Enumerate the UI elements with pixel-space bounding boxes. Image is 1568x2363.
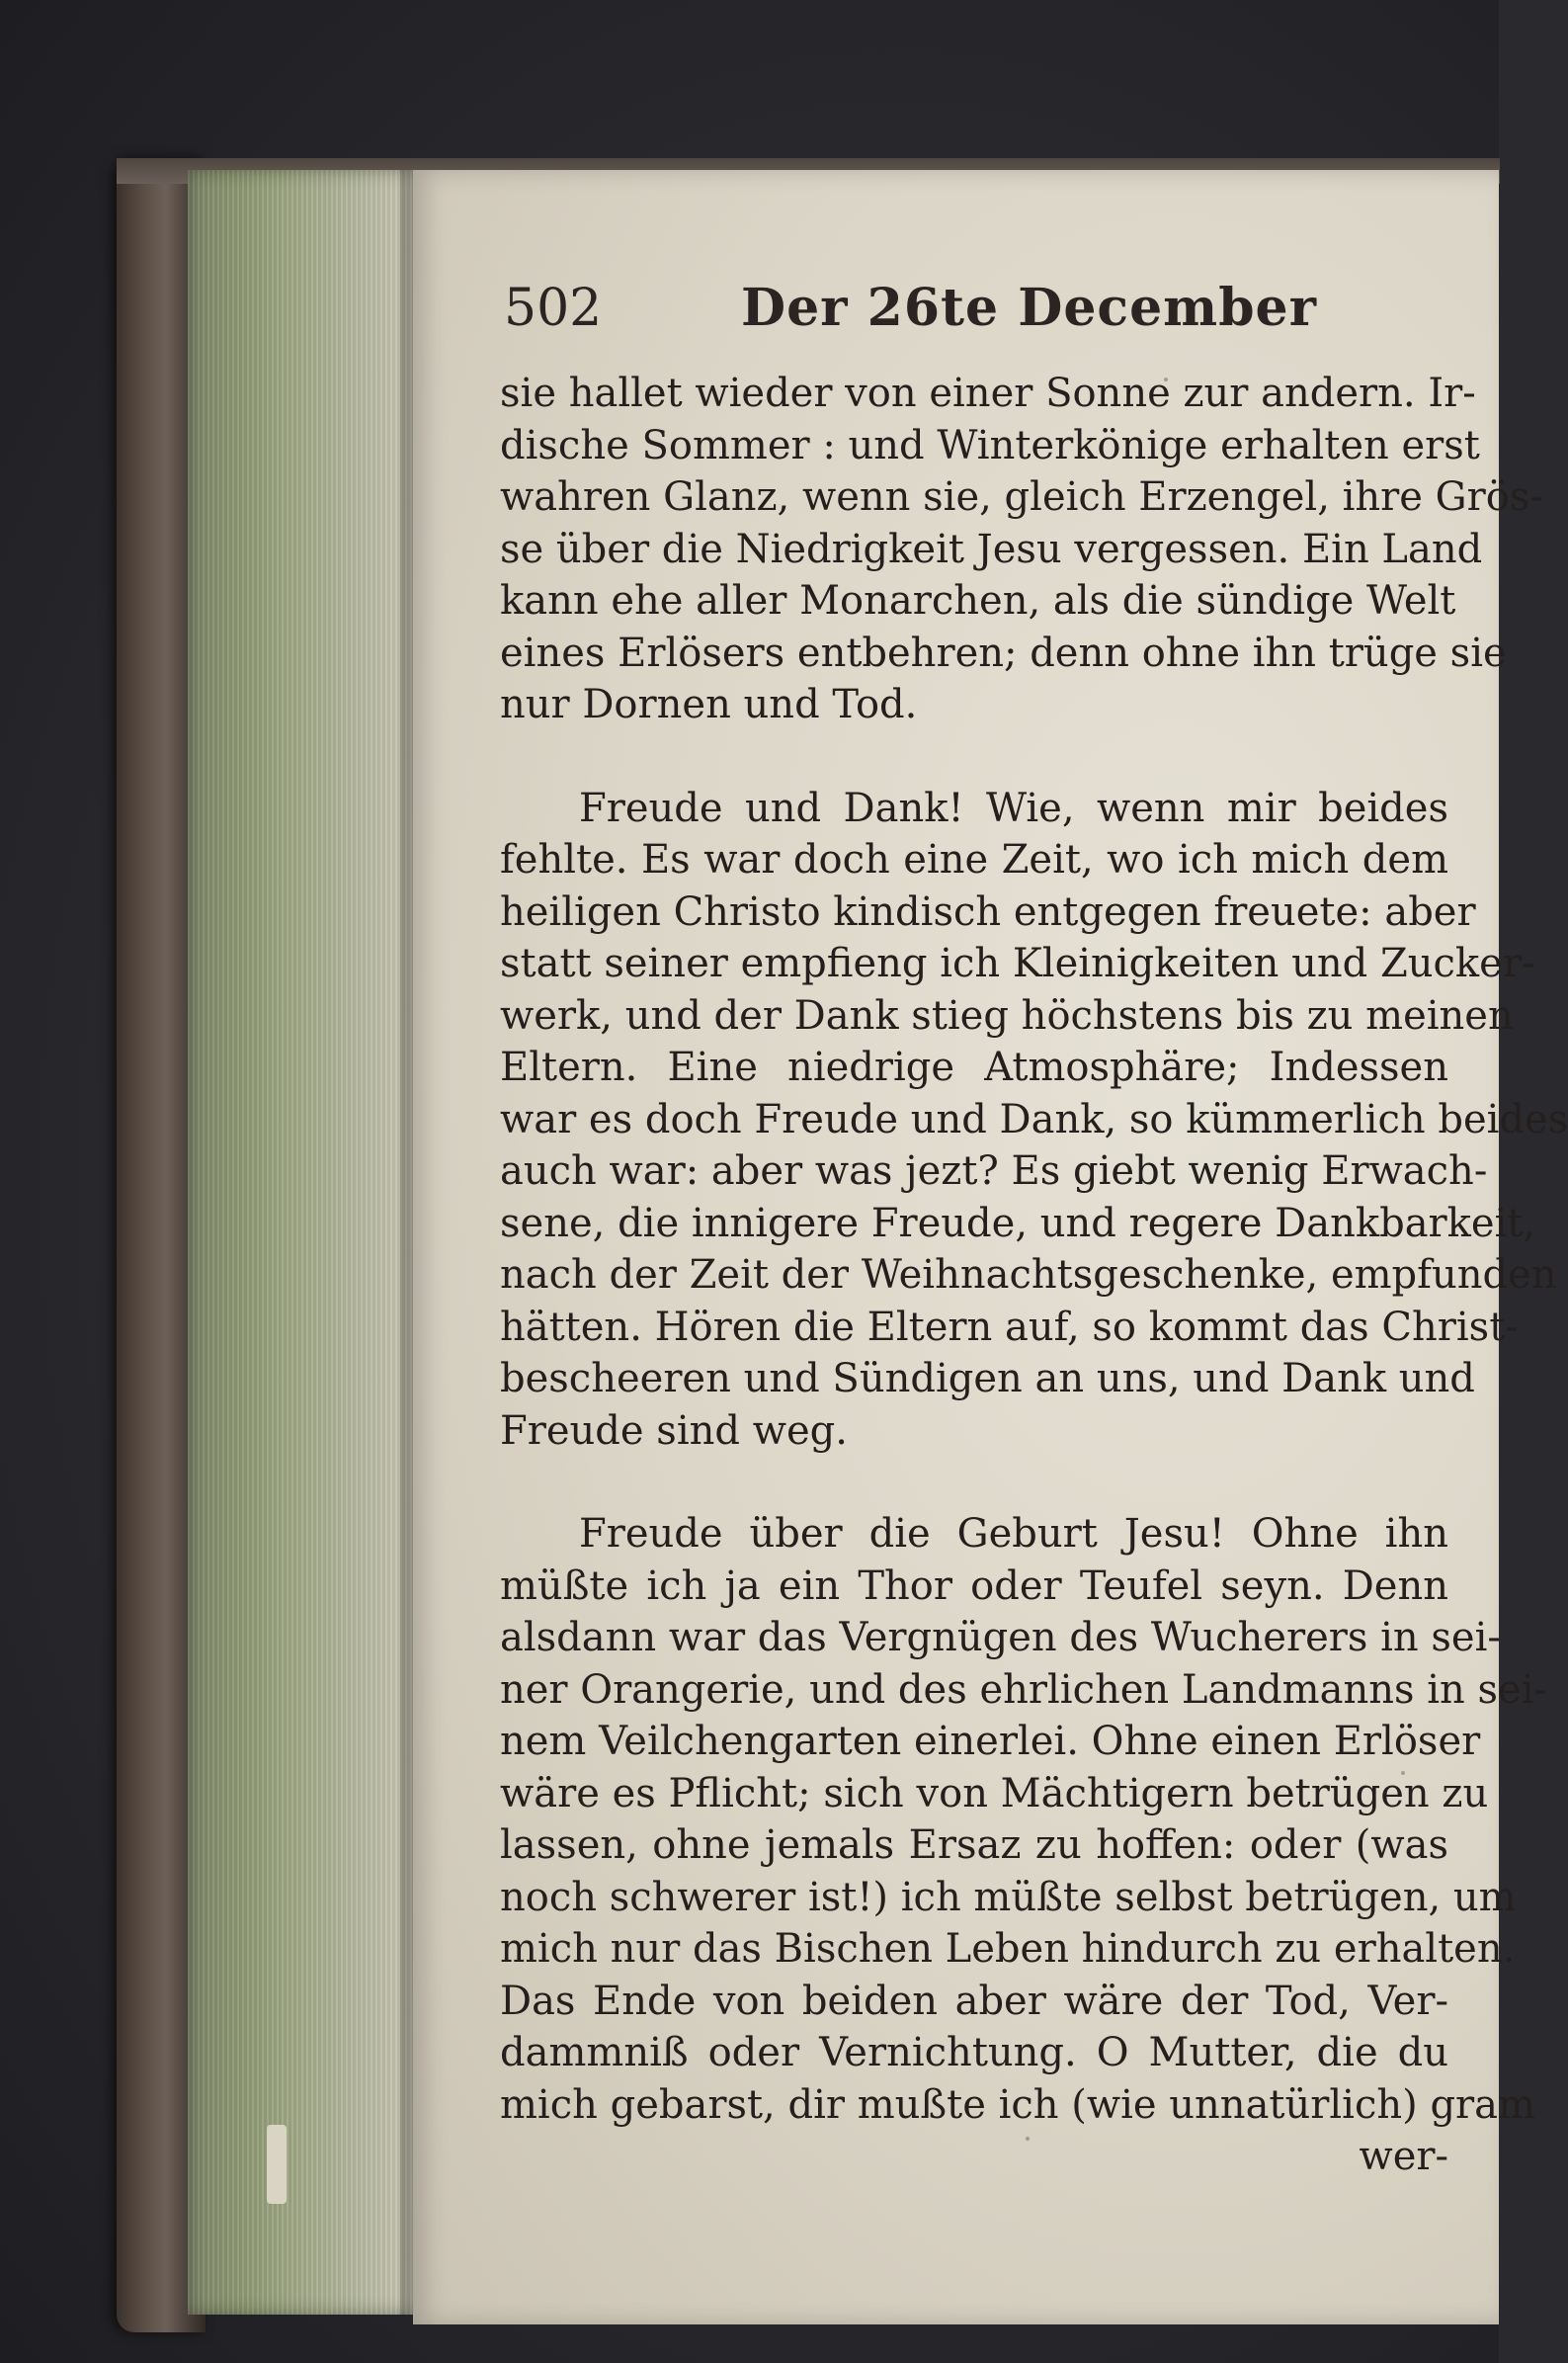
- text-line: auch war: aber was jezt? Es giebt wenig Erwach-: [500, 1148, 1488, 1194]
- text-line: sene, die innigere Freude, und regere Dankbarkeit,: [500, 1200, 1536, 1246]
- paragraph: [500, 368, 1543, 731]
- text-line: nur Dornen und Tod.: [500, 682, 918, 727]
- stacked-page-edges: [188, 170, 415, 2315]
- text-line: Das Ende von beiden aber wäre der Tod, Ver-: [500, 1978, 1448, 2024]
- paragraph: [500, 783, 1568, 1458]
- paragraph: [500, 1508, 1547, 2131]
- text-line: fehlte. Es war doch eine Zeit, wo ich mich dem: [500, 837, 1448, 883]
- text-line: heiligen Christo kindisch entgegen freuete: aber: [500, 888, 1476, 935]
- page-edge-tear: [267, 2125, 287, 2204]
- text-line: bescheeren und Sündigen an uns, und Dank und: [500, 1356, 1475, 1401]
- text-line: mich nur das Bischen Leben hindurch zu erhalten.: [500, 1926, 1516, 1972]
- paragraph-gap: [500, 731, 1448, 783]
- print-speck: [1401, 1771, 1405, 1775]
- text-line: noch schwerer ist!) ich müßte selbst betrügen, um: [500, 1874, 1517, 1920]
- text-line: wahren Glanz, wenn sie, gleich Erzengel, ihre Grös-: [500, 474, 1543, 520]
- text-line: lassen, ohne jemals Ersaz zu hoffen: oder (was: [500, 1822, 1448, 1868]
- book-page: [413, 170, 1568, 2324]
- text-line: war es doch Freude und Dank, so kümmerlich beides: [500, 1096, 1568, 1142]
- running-head-title: Der 26te December: [741, 278, 1318, 338]
- text-line: Freude über die Geburt Jesu! Ohne ihn: [579, 1511, 1448, 1557]
- running-head: [504, 269, 1393, 348]
- text-line: wäre es Pflicht; sich von Mächtigern betrügen zu: [500, 1770, 1489, 1816]
- text-line: dammniß oder Vernichtung. O Mutter, die du: [500, 2030, 1448, 2075]
- catchword: wer-: [1359, 2134, 1448, 2179]
- text-line: müßte ich ja ein Thor oder Teufel seyn. Denn: [500, 1562, 1448, 1609]
- text-line: statt seiner empfieng ich Kleinigkeiten und Zucker-: [500, 941, 1535, 986]
- text-line: nem Veilchengarten einerlei. Ohne einen Erlöser: [500, 1719, 1481, 1764]
- text-line: se über die Niedrigkeit Jesu vergessen. Ein Land: [500, 526, 1483, 572]
- page-text-body: [500, 368, 1568, 2183]
- text-line: kann ehe aller Monarchen, als die sündige Welt: [500, 578, 1456, 624]
- text-line: alsdann war das Vergnügen des Wucherers in sei-: [500, 1615, 1501, 1660]
- text-line: mich gebarst, dir mußte ich (wie unnatürlich) gram: [500, 2081, 1535, 2128]
- text-line: Freude und Dank! Wie, wenn mir beides: [579, 785, 1448, 831]
- paragraph-gap: [500, 1457, 1448, 1508]
- text-line: werk, und der Dank stieg höchstens bis zu meinen: [500, 992, 1514, 1039]
- print-speck: [1026, 2137, 1030, 2141]
- text-line: dische Sommer : und Winterkönige erhalten erst: [500, 422, 1480, 468]
- text-line: Freude sind weg.: [500, 1407, 848, 1454]
- print-speck: [1164, 378, 1168, 381]
- text-line: eines Erlösers entbehren; denn ohne ihn trüge sie: [500, 630, 1507, 676]
- text-line: Eltern. Eine niedrige Atmosphäre; Indessen: [500, 1045, 1448, 1090]
- text-line: hätten. Hören die Eltern auf, so kommt das Christ-: [500, 1304, 1519, 1350]
- text-line: sie hallet wieder von einer Sonne zur andern. Ir-: [500, 371, 1476, 416]
- text-line: ner Orangerie, und des ehrlichen Landmanns in sei-: [500, 1666, 1547, 1713]
- page-number: 502: [504, 279, 603, 338]
- text-line: nach der Zeit der Weihnachtsgeschenke, empfunden: [500, 1252, 1557, 1298]
